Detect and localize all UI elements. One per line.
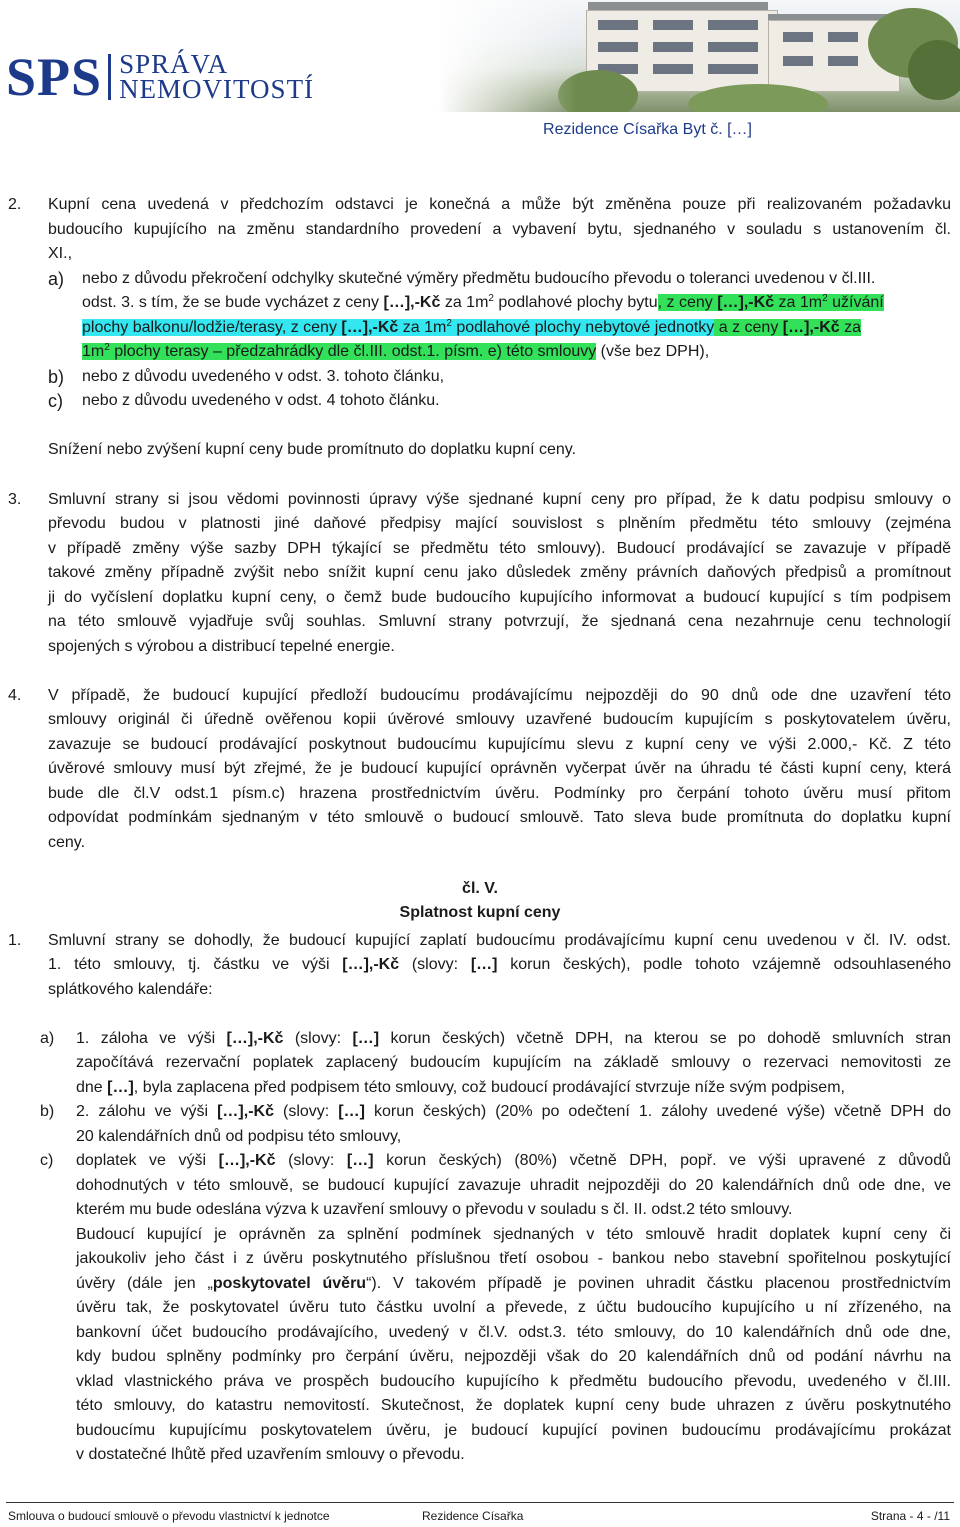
logo-line-2: NEMOVITOSTÍ [119,74,315,104]
para-line: V případě, že budoucí kupující předloží budoucímu prodávajícímu nejpozději do 90 dnů ode dne uzavření této [48,687,951,704]
footer-center: Rezidence Císařka [422,1509,524,1523]
list-line: dohodnutých v této smlouvě, se budoucí kupující zavazuje uhradit nejpozději do 20 kalendářních dnů ode dne, ve [76,1177,951,1194]
para-line: převodu budou v platnosti jiné daňové předpisy mající souvislost s plněním předmětu této smlouvy (zejména [48,515,951,532]
list-label: a) [48,269,65,289]
text-span: plochy terasy – předzahrádky dle čl.III. odst.1. písm. e) této smlouvy [109,343,597,360]
list-line [76,1272,951,1297]
para-line: Kupní cena uvedená v předchozím odstavci je konečná a může být změněna pouze při realizovaném požadavku [48,196,951,213]
list-line: 20 kalendářních dnů od podpisu této smlouvy, [76,1128,402,1145]
list-line [82,340,709,365]
text-span: podlahové plochy nebytové jednotky [451,319,715,336]
list-line: vklad vlastnického práva ve prospěch budoucího kupujícího k předmětu budoucího převodu, uvedeného v čl.III. [76,1373,951,1390]
para-line [48,953,951,978]
para-number: 2. [8,196,22,213]
list-line: jakoukoliv jeho část i z úvěru poskytnutého příslušnou třetí osobou - bankou nebo stavební spořitelnou poskytující [76,1250,951,1267]
list-line: nebo z důvodu uvedeného v odst. 4 tohoto článku. [82,392,440,409]
list-line [82,291,884,316]
list-line: započítává rezervační poplatek zaplacený budoucím kupujícím na základě smlouvy o rezervaci nemovitosti ze [76,1054,951,1071]
para-line: zavazuje se budoucí prodávající poskytnout budoucímu kupujícímu slevu z kupní ceny ve výši 2.000,- Kč. Z této [48,736,951,753]
list-line: této smlouvy, do katastru nemovitostí. Skutečnost, že doplatek kupní ceny bude uhrazen z úvěru poskytnutého [76,1397,951,1414]
article-title: čl. V. [462,880,498,897]
footer-page-number: Strana - 4 - /11 [870,1509,950,1523]
para-line: v případě změny výše sazby DPH týkající se předmětu této smlouvy). Budoucí prodávající se zavazuje v případě [48,540,951,557]
defined-term: poskytovatel úvěru [212,1275,367,1292]
para-line: budoucího kupujícího na změnu standardního provedení a vybavení bytu, sjednaného v souladu s ustanovením čl. [48,221,951,238]
text-span: (slovy: [273,1103,339,1120]
para-number: 1. [8,932,22,949]
footer-left: Smlouva o budoucí smlouvě o převodu vlastnictví k jednotce [8,1509,330,1523]
list-label: c) [40,1152,54,1169]
para-line: bude dle čl.V odst.1 písm.c) hrazena prostřednictvím úvěru. Podmínky pro čerpání tohoto úvěru musí přitom [48,785,951,802]
price-placeholder: […],-Kč [218,1152,276,1169]
list-line: nebo z důvodu uvedeného v odst. 3. tohoto článku, [82,368,445,385]
text-span: (vše bez DPH), [596,343,710,360]
date-placeholder: […] [107,1079,134,1096]
para-number: 3. [8,491,22,508]
company-logo [6,48,314,106]
list-line: Budoucí kupující je oprávněn za splnění podmínek sjednaných v této smlouvě hradit doplatek kupní ceny či [76,1226,951,1243]
text-span: užívání [827,294,884,311]
project-title: Rezidence Císařka Byt č. […] [543,121,752,138]
text-span: podlahové plochy bytu [493,294,658,311]
text-span: korun českých) (20% po odečtení 1. zálohy uvedené výše) včetně DPH do [364,1103,951,1120]
list-line: v dostatečné lhůtě před uzavřením smlouvy o převodu. [76,1446,465,1463]
words-placeholder: […] [346,1152,374,1169]
list-line: kdy budou splněny podmínky pro čerpání úvěru, nejpozději však do 20 kalendářních dnů od podání návrhu na [76,1348,951,1365]
para-line: smlouvy originál či úředně ověřenou kopii úvěrové smlouvy uzavřené budoucím kupujícím s poskytovatelem úvěru, [48,711,951,728]
words-placeholder: […] [352,1030,380,1047]
logo-divider [108,54,111,100]
article-subtitle: Splatnost kupní ceny [399,904,561,921]
list-line [76,1100,951,1125]
highlight-green [658,294,884,311]
text-span: korun českých) (80%) včetně DPH, popř. ve výši upravené z důvodů [373,1152,951,1169]
highlight-green [82,343,596,360]
para-line: na této smlouvě vyjadřuje svůj souhlas. Smluvní strany potvrzují, že sjednaná cena nezahrnuje cenu technologií [48,613,951,630]
para-line: Snížení nebo zvýšení kupní ceny bude promítnuto do doplatku kupní ceny. [48,441,577,458]
text-span: za 1m [440,294,489,311]
text-span: odst. 3. s tím, že se bude vycházet z ceny [82,294,384,311]
para-line: odpovídat podmínkám sjednaným v této smlouvě o budoucí smlouvě. Tato sleva bude promítnuta do doplatku kupní [48,809,951,826]
list-label: c) [48,391,63,411]
list-line [76,1149,951,1174]
superscript: 2 [104,342,110,353]
list-line [76,1027,951,1052]
para-line: Smluvní strany si jsou vědomi povinnosti úpravy výše sjednané kupní ceny pro případ, že k datu podpisu smlouvy o [48,491,951,508]
para-line: ji do vyčíslení doplatku kupní ceny, o čemž bude budoucího kupujícího informovat a budoucí kupující s tím podpisem [48,589,951,606]
superscript: 2 [446,318,452,329]
text-span: plochy balkonu/lodžie/terasy, z ceny [82,319,342,336]
para-line: ceny. [48,834,86,851]
text-span: (slovy: [275,1152,347,1169]
text-span: korun českých) včetně DPH, na kterou se po dohodě smluvních stran [379,1030,951,1047]
price-placeholder: […],-Kč [217,1103,274,1120]
text-span: korun českých), podle tohoto vzájemně odsouhlaseného [497,956,952,973]
highlight-green [714,319,861,336]
words-placeholder: […] [338,1103,365,1120]
text-span: “). V takovém případě je povinen uhradit částku placenou prostřednictvím [366,1275,952,1292]
text-span: , z ceny [657,294,718,311]
list-line: bankovní účet budoucího prodávajícího, uvedený v čl.V. odst.3. této smlouvy, do 10 kalendářních dnů ode dne, [76,1324,951,1341]
para-line: takové změny případně zvýšit nebo snížit kupní cenu jako důsledek změny právních daňových předpisů a promítnout [48,564,951,581]
list-label: b) [48,367,65,387]
logo-sps-text: SPS [6,47,103,107]
text-span: (slovy: [283,1030,353,1047]
para-number: 4. [8,687,22,704]
footer-divider [6,1502,954,1503]
building-photo [438,0,960,112]
para-line: spojených s výrobou a distribucí tepelné energie. [48,638,395,655]
text-span: 1. záloha ve výši [76,1030,227,1047]
logo-line-1: SPRÁVA [119,49,229,79]
text-span: za 1m [398,319,447,336]
para-line: úvěrové smlouvy musí být zřejmé, že je budoucí kupující oprávněn vyčerpat úvěr na úhradu té části kupní ceny, která [48,760,951,777]
text-span: , byla zaplacena před podpisem této smlouvy, což budoucí prodávající stvrzuje níže svým podpisem, [133,1079,845,1096]
highlight-cyan [82,319,714,336]
price-placeholder: […],-Kč [717,294,775,311]
para-line: splátkového kalendáře: [48,981,213,998]
text-span: 1m [82,343,105,360]
price-placeholder: […],-Kč [383,294,441,311]
text-span: za 1m [774,294,823,311]
price-placeholder: […],-Kč [342,956,400,973]
text-span: za [839,319,861,336]
list-line: nebo z důvodu překročení odchylky skutečné výměry předmětu budoucího převodu o toleranci uvedenou v čl.III. [82,270,876,287]
logo-name [119,49,315,104]
text-span: úvěry (dále jen „ [76,1275,213,1292]
list-line [82,316,861,341]
list-line: kterém mu bude odeslána výzva k uzavření smlouvy o převodu v souladu s čl. II. odst.2 této smlouvy. [76,1201,793,1218]
list-line [76,1076,845,1101]
text-span: a z ceny [714,319,783,336]
text-span: dne [76,1079,108,1096]
text-span: 1. této smlouvy, tj. částku ve výši [48,956,343,973]
price-placeholder: […],-Kč [226,1030,284,1047]
text-span: doplatek ve výši [76,1152,219,1169]
list-line: budoucímu kupujícímu poskytovatelem úvěru, je budoucí kupující povinen budoucímu prodávajícímu prokázat [76,1422,951,1439]
para-line: Smluvní strany se dohodly, že budoucí kupující zaplatí budoucímu prodávajícímu kupní cenu uvedenou v čl. IV. odst. [48,932,951,949]
price-placeholder: […],-Kč [341,319,399,336]
price-placeholder: […],-Kč [782,319,840,336]
words-placeholder: […] [470,956,498,973]
superscript: 2 [488,293,494,304]
list-label: a) [40,1030,55,1047]
text-span: 2. zálohu ve výši [76,1103,218,1120]
list-label: b) [40,1103,55,1120]
para-line: XI., [48,245,73,262]
text-span: (slovy: [399,956,471,973]
list-line: úvěru tak, že poskytovatel úvěru tuto částku uvolní a převede, z účtu budoucího kupujícího u ní zřízeného, na [76,1299,951,1316]
superscript: 2 [822,293,828,304]
